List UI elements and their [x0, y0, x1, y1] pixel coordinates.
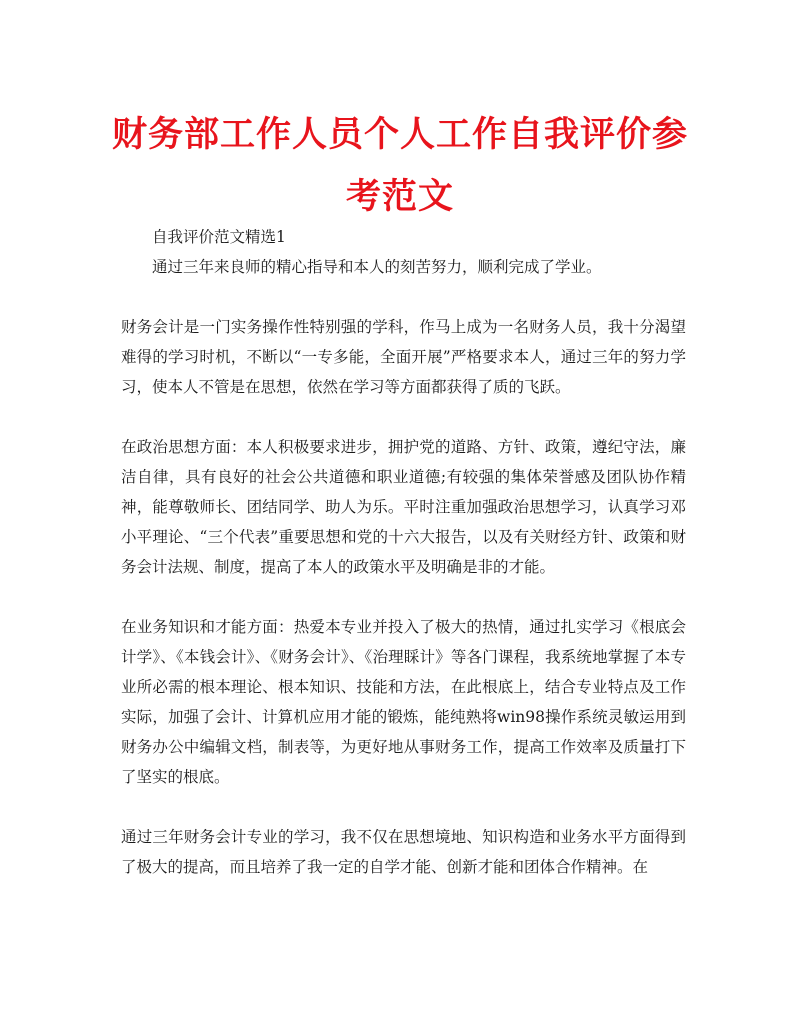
paragraph-summary: 通过三年财务会计专业的学习，我不仅在思想境地、知识构造和业务水平方面得到了极大的提高，而且培养了我一定的自学才能、创新才能和团体合作精神。在	[121, 828, 686, 876]
paragraph-professional: 在业务知识和才能方面：热爱本专业并投入了极大的热情，通过扎实学习《根底会计学》、《本钱会计》、《财务会计》、《治理睬计》等各门课程，我系统地掌握了本专业所必需的根本理论、根本知识、技能和方法，在此根底上，结合专业特点及工作实际，加强了会计、计算机应用才能的锻炼，能纯熟将win98操作系统灵敏运用到财务办公中编辑文档，制表等，为更好地从事财务工作，提高工作效率及质量打下了坚实的根底。	[121, 618, 686, 786]
paragraph-intro: 通过三年来良师的精心指导和本人的刻苦努力，顺利完成了学业。	[152, 258, 602, 276]
paragraph-political: 在政治思想方面：本人积极要求进步，拥护党的道路、方针、政策，遵纪守法，廉洁自律，具有良好的社会公共道德和职业道德;有较强的集体荣誉感及团队协作精神，能尊敬师长、团结同学、助人为乐。平时注重加强政治思想学习，认真学习邓小平理论、“三个代表”重要思想和党的十六大报告，以及有关财经方针、政策和财务会计法规、制度，提高了本人的政策水平及明确是非的才能。	[121, 438, 686, 576]
document-body	[121, 222, 686, 882]
subtitle-line: 自我评价范文精选1	[152, 228, 286, 246]
paragraph-accounting: 财务会计是一门实务操作性特别强的学科，作马上成为一名财务人员，我十分渴望难得的学习时机，不断以“一专多能，全面开展”严格要求本人，通过三年的努力学习，使本人不管是在思想，依然在学习等方面都获得了质的飞跃。	[121, 318, 686, 396]
document-title: 财务部工作人员个人工作自我评价参考范文	[111, 115, 688, 217]
